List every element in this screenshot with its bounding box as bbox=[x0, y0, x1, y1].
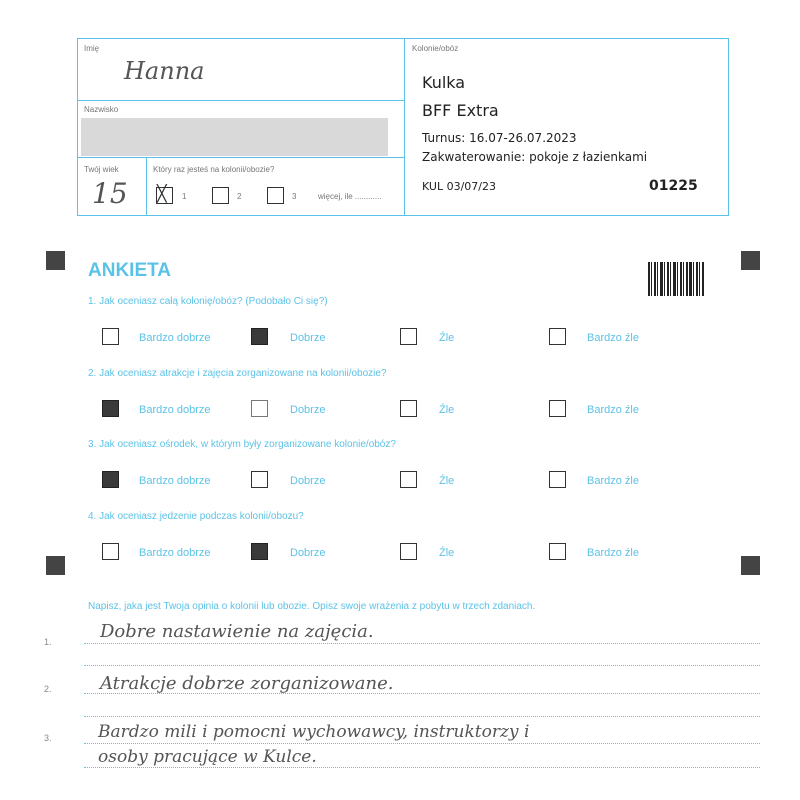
opinion-prompt: Napisz, jaka jest Twoja opinia o kolonii lub obozie. Opisz swoje wrażenia z pobytu w trzech zdaniach. bbox=[88, 601, 536, 612]
q4-checkbox-dobrze[interactable] bbox=[251, 543, 268, 560]
wiek-value: 15 bbox=[92, 177, 128, 210]
form-number: 01225 bbox=[649, 178, 698, 194]
q1-checkbox-dobrze[interactable] bbox=[251, 328, 268, 345]
q2-checkbox-bardzo-dobrze[interactable] bbox=[102, 400, 119, 417]
q3-option-bardzo-zle: Bardzo źle bbox=[587, 475, 639, 487]
line-2-dots-b bbox=[84, 716, 760, 717]
q1-checkbox-zle[interactable] bbox=[400, 328, 417, 345]
q4-checkbox-bardzo-zle[interactable] bbox=[549, 543, 566, 560]
nazwisko-label: Nazwisko bbox=[84, 105, 119, 114]
ktory-raz-checkbox-1[interactable] bbox=[156, 184, 173, 204]
q2-checkbox-dobrze[interactable] bbox=[251, 400, 268, 417]
registration-mark-bottom-left bbox=[46, 556, 65, 575]
question-3: 3. Jak oceniasz ośrodek, w którym były zorganizowane kolonie/obóz? bbox=[88, 439, 396, 450]
q1-option-dobrze: Dobrze bbox=[290, 332, 326, 344]
imie-value: Hanna bbox=[124, 57, 205, 85]
line-number-3: 3. bbox=[44, 733, 52, 743]
q3-option-zle: Źle bbox=[439, 475, 455, 487]
wiek-label: Twój wiek bbox=[84, 165, 119, 174]
q3-checkbox-dobrze[interactable] bbox=[251, 471, 268, 488]
ktory-raz-checkbox-2[interactable] bbox=[212, 187, 229, 204]
registration-mark-top-right bbox=[741, 251, 760, 270]
line-3-dots-a bbox=[84, 743, 760, 744]
opinion-line-1: Dobre nastawienie na zajęcia. bbox=[100, 621, 374, 642]
q3-option-bardzo-dobrze: Bardzo dobrze bbox=[139, 475, 211, 487]
q4-option-dobrze: Dobrze bbox=[290, 547, 326, 559]
q4-checkbox-zle[interactable] bbox=[400, 543, 417, 560]
line-3-dots-b bbox=[84, 767, 760, 768]
kolonie-label: Kolonie/obóz bbox=[412, 44, 459, 53]
line-1-dots-b bbox=[84, 665, 760, 666]
header-divider-2 bbox=[78, 157, 404, 158]
line-number-1: 1. bbox=[44, 637, 52, 647]
q1-checkbox-bardzo-dobrze[interactable] bbox=[102, 328, 119, 345]
ktory-raz-option-2: 2 bbox=[237, 192, 242, 201]
q1-checkbox-bardzo-zle[interactable] bbox=[549, 328, 566, 345]
wiecej-label: więcej, ile ............ bbox=[318, 192, 382, 201]
ktory-raz-label: Który raz jesteś na kolonii/obozie? bbox=[153, 165, 275, 174]
registration-mark-top-left bbox=[46, 251, 65, 270]
kolonie-name: Kulka bbox=[422, 73, 466, 92]
cross-mark-icon: ╳ bbox=[157, 184, 167, 203]
line-2-dots-a bbox=[84, 693, 760, 694]
q3-checkbox-zle[interactable] bbox=[400, 471, 417, 488]
line-number-2: 2. bbox=[44, 684, 52, 694]
zakwaterowanie: Zakwaterowanie: pokoje z łazienkami bbox=[422, 150, 648, 164]
question-4: 4. Jak oceniasz jedzenie podczas kolonii/obozu? bbox=[88, 511, 304, 522]
header-divider-3 bbox=[146, 157, 147, 216]
survey-title: ANKIETA bbox=[88, 260, 172, 281]
form-code: KUL 03/07/23 bbox=[422, 180, 496, 193]
opinion-line-3a: Bardzo mili i pomocni wychowawcy, instruktorzy i bbox=[98, 722, 530, 742]
opinion-line-2: Atrakcje dobrze zorganizowane. bbox=[100, 673, 394, 694]
header-divider-vertical bbox=[404, 39, 405, 216]
q4-option-bardzo-zle: Bardzo źle bbox=[587, 547, 639, 559]
q1-option-bardzo-dobrze: Bardzo dobrze bbox=[139, 332, 211, 344]
q3-checkbox-bardzo-zle[interactable] bbox=[549, 471, 566, 488]
q2-option-bardzo-zle: Bardzo źle bbox=[587, 404, 639, 416]
q4-option-zle: Źle bbox=[439, 547, 455, 559]
question-2: 2. Jak oceniasz atrakcje i zajęcia zorganizowane na kolonii/obozie? bbox=[88, 368, 387, 379]
ktory-raz-checkbox-3[interactable] bbox=[267, 187, 284, 204]
q2-checkbox-zle[interactable] bbox=[400, 400, 417, 417]
opinion-line-3b: osoby pracujące w Kulce. bbox=[98, 747, 317, 767]
header-form bbox=[77, 38, 729, 216]
q2-option-zle: Źle bbox=[439, 404, 455, 416]
q2-option-bardzo-dobrze: Bardzo dobrze bbox=[139, 404, 211, 416]
q3-checkbox-bardzo-dobrze[interactable] bbox=[102, 471, 119, 488]
q1-option-zle: Źle bbox=[439, 332, 455, 344]
q1-option-bardzo-zle: Bardzo źle bbox=[587, 332, 639, 344]
q4-checkbox-bardzo-dobrze[interactable] bbox=[102, 543, 119, 560]
q3-option-dobrze: Dobrze bbox=[290, 475, 326, 487]
nazwisko-redacted bbox=[81, 118, 388, 156]
question-1: 1. Jak oceniasz całą kolonię/obóz? (Podobało Ci się?) bbox=[88, 296, 328, 307]
ktory-raz-option-1: 1 bbox=[182, 192, 187, 201]
line-1-dots-a bbox=[84, 643, 760, 644]
imie-label: Imię bbox=[84, 44, 100, 53]
q2-checkbox-bardzo-zle[interactable] bbox=[549, 400, 566, 417]
header-divider-1 bbox=[78, 100, 404, 101]
program-name: BFF Extra bbox=[422, 101, 499, 120]
ktory-raz-option-3: 3 bbox=[292, 192, 297, 201]
q2-option-dobrze: Dobrze bbox=[290, 404, 326, 416]
registration-mark-bottom-right bbox=[741, 556, 760, 575]
q4-option-bardzo-dobrze: Bardzo dobrze bbox=[139, 547, 211, 559]
barcode-icon bbox=[648, 262, 704, 296]
turnus: Turnus: 16.07-26.07.2023 bbox=[422, 131, 577, 145]
